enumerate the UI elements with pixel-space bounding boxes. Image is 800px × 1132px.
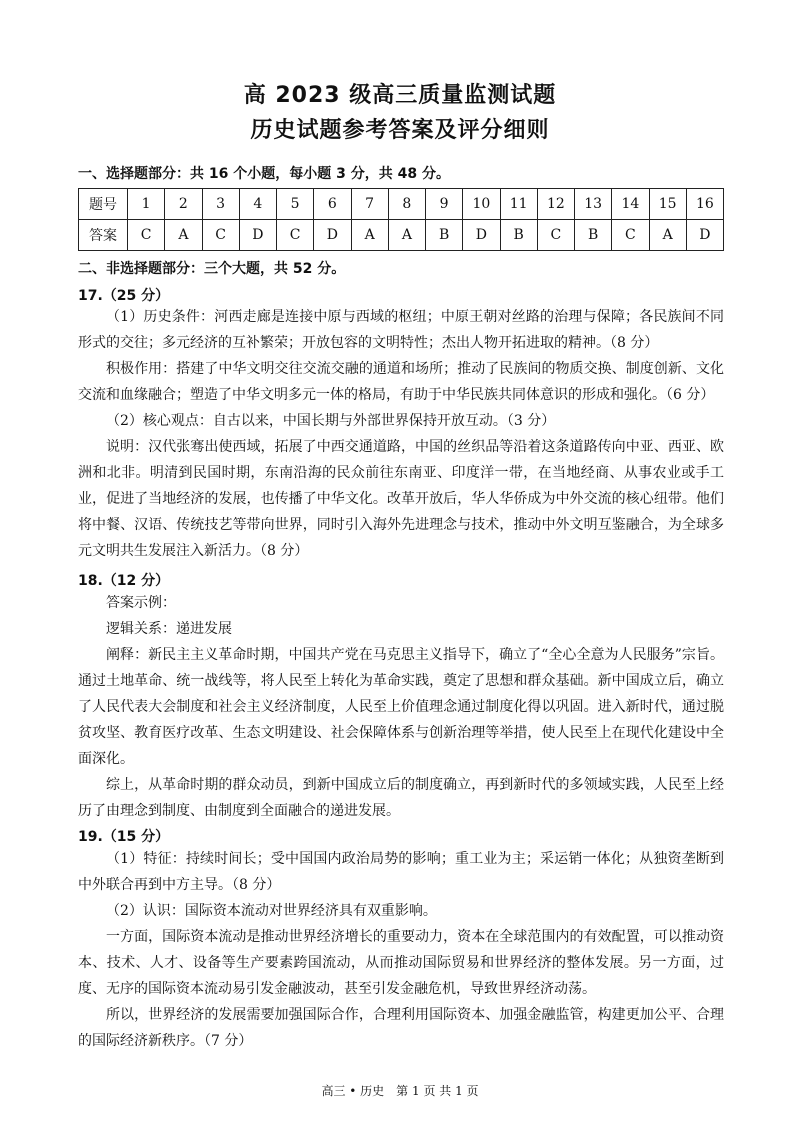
question-number: 10 bbox=[463, 189, 500, 220]
answer-cell: B bbox=[426, 220, 463, 251]
answer-cell: D bbox=[686, 220, 723, 251]
question-number: 8 bbox=[388, 189, 425, 220]
answer-cell: B bbox=[500, 220, 537, 251]
question-number: 2 bbox=[165, 189, 202, 220]
question-17-body bbox=[78, 304, 724, 564]
question-number: 1 bbox=[128, 189, 165, 220]
question-19-body bbox=[78, 846, 724, 1054]
answer-cell: C bbox=[537, 220, 574, 251]
q17-paragraph: 积极作用：搭建了中华文明交往交流交融的通道和场所；推动了民族间的物质交换、制度创新、文化交流和血缘融合；塑造了中华文明多元一体的格局，有助于中华民族共同体意识的形成和强化。（6 分） bbox=[78, 361, 724, 403]
answer-cell: A bbox=[388, 220, 425, 251]
q18-paragraph: 答案示例： bbox=[106, 595, 176, 611]
document-title: 高 2023 级高三质量监测试题 bbox=[243, 83, 557, 108]
question-number: 9 bbox=[426, 189, 463, 220]
question-18-heading: 18.（12 分） bbox=[78, 573, 170, 589]
answer-table bbox=[78, 188, 724, 251]
question-number-row bbox=[79, 189, 724, 220]
q17-paragraph: 说明：汉代张骞出使西域，拓展了中西交通道路，中国的丝织品等沿着这条道路传向中亚、西亚、欧洲和北非。明清到民国时期，东南沿海的民众前往东南亚、印度洋一带，在当地经商、从事农业或手工业，促进了当地经济的发展，也传播了中华文化。改革开放后，华人华侨成为中外交流的核心纽带。他们将中餐、汉语、传统技艺等带向世界，同时引入海外先进理念与技术，推动中外文明互鉴融合，为全球多元文明共生发展注入新活力。（8 分） bbox=[78, 439, 724, 559]
question-19-heading: 19.（15 分） bbox=[78, 829, 170, 845]
q18-paragraph: 逻辑关系：递进发展 bbox=[106, 621, 232, 637]
question-number: 7 bbox=[351, 189, 388, 220]
question-number: 5 bbox=[277, 189, 314, 220]
q19-paragraph: 一方面，国际资本流动是推动世界经济增长的重要动力，资本在全球范围内的有效配置，可以推动资本、技术、人才、设备等生产要素跨国流动，从而推动国际贸易和世界经济的整体发展。另一方面，过度、无序的国际资本流动易引发金融波动，甚至引发金融危机，导致世界经济动荡。 bbox=[78, 929, 724, 997]
answer-cell: C bbox=[277, 220, 314, 251]
q19-paragraph: （2）认识：国际资本流动对世界经济具有双重影响。 bbox=[106, 903, 437, 919]
question-number: 15 bbox=[649, 189, 686, 220]
q19-paragraph: 所以，世界经济的发展需要加强国际合作，合理利用国际资本、加强金融监管，构建更加公平、合理的国际经济新秩序。（7 分） bbox=[78, 1007, 724, 1049]
section-essay-heading: 二、非选择题部分：三个大题，共 52 分。 bbox=[78, 261, 346, 277]
page-footer: 高三 • 历史 第 1 页 共 1 页 bbox=[321, 1084, 479, 1098]
question-number: 12 bbox=[537, 189, 574, 220]
answer-cell: C bbox=[202, 220, 239, 251]
question-number: 6 bbox=[314, 189, 351, 220]
question-17-heading: 17.（25 分） bbox=[78, 288, 170, 304]
q18-paragraph: 阐释：新民主主义革命时期，中国共产党在马克思主义指导下，确立了“全心全意为人民服务”宗旨。通过土地革命、统一战线等，将人民至上转化为革命实践，奠定了思想和群众基础。新中国成立后，确立了人民代表大会制度和社会主义经济制度，人民至上价值理念通过制度化得以巩固。进入新时代，通过脱贫攻坚、教育医疗改革、生态文明建设、社会保障体系与创新治理等举措，使人民至上在现代化建设中全面深化。 bbox=[78, 647, 724, 767]
q17-paragraph: （2）核心观点：自古以来，中国长期与外部世界保持开放互动。（3 分） bbox=[106, 413, 556, 429]
answer-row bbox=[79, 220, 724, 251]
answer-cell: D bbox=[463, 220, 500, 251]
row-label: 题号 bbox=[79, 189, 128, 220]
question-number: 14 bbox=[612, 189, 649, 220]
answer-cell: B bbox=[575, 220, 612, 251]
answer-cell: D bbox=[314, 220, 351, 251]
answer-cell: A bbox=[649, 220, 686, 251]
question-number: 3 bbox=[202, 189, 239, 220]
row-label: 答案 bbox=[79, 220, 128, 251]
question-number: 11 bbox=[500, 189, 537, 220]
q17-paragraph: （1）历史条件：河西走廊是连接中原与西域的枢纽；中原王朝对丝路的治理与保障；各民族间不同形式的交往；多元经济的互补繁荣；开放包容的文明特性；杰出人物开拓进取的精神。（8 分） bbox=[78, 309, 724, 351]
question-18-body bbox=[78, 590, 724, 824]
question-number: 13 bbox=[575, 189, 612, 220]
question-number: 16 bbox=[686, 189, 723, 220]
answer-cell: A bbox=[351, 220, 388, 251]
answer-cell: A bbox=[165, 220, 202, 251]
answer-cell: C bbox=[128, 220, 165, 251]
document-subtitle: 历史试题参考答案及评分细则 bbox=[250, 118, 550, 143]
question-number: 4 bbox=[239, 189, 276, 220]
section-choice-heading: 一、选择题部分：共 16 个小题，每小题 3 分，共 48 分。 bbox=[78, 166, 450, 182]
answer-cell: D bbox=[239, 220, 276, 251]
answer-cell: C bbox=[612, 220, 649, 251]
q19-paragraph: （1）特征：持续时间长；受中国国内政治局势的影响；重工业为主；采运销一体化；从独资垄断到中外联合再到中方主导。（8 分） bbox=[78, 851, 724, 893]
q18-paragraph: 综上，从革命时期的群众动员，到新中国成立后的制度确立，再到新时代的多领域实践，人民至上经历了由理念到制度、由制度到全面融合的递进发展。 bbox=[78, 777, 724, 819]
